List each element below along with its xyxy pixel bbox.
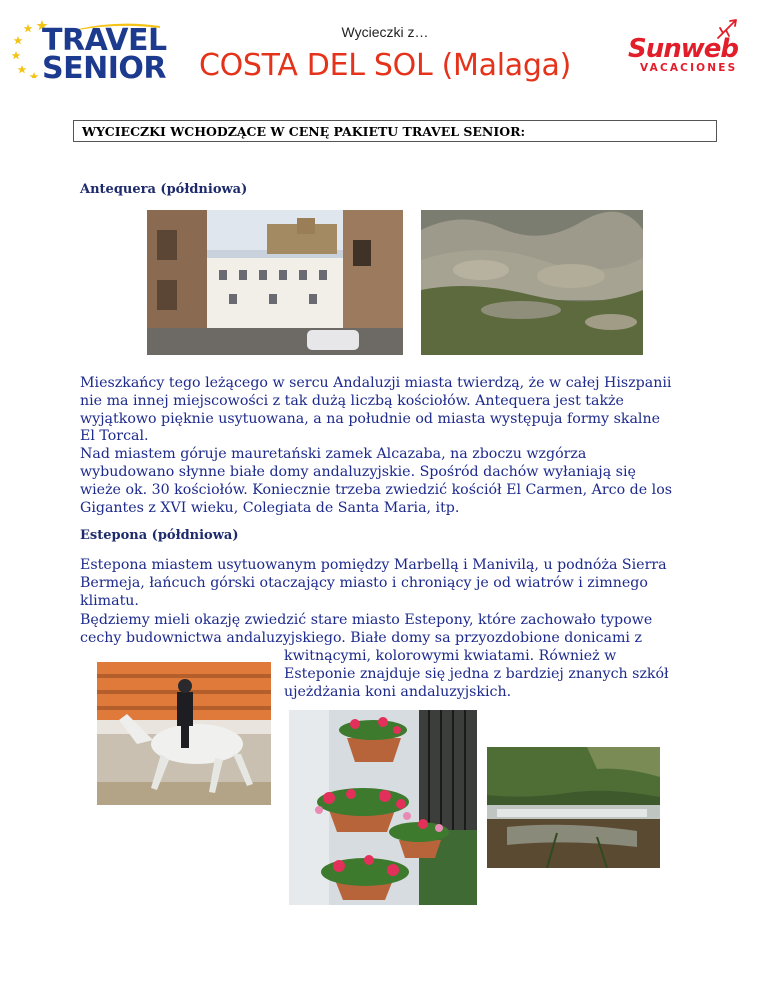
text-line: wyjątkowo pięknie usytuowana, a na południe od miasta występuja formy skalne [80, 410, 660, 427]
horse-dressage-photo [97, 662, 271, 805]
estepona-description-a [80, 557, 667, 610]
antequera-description [80, 375, 672, 517]
estepona-description-b [80, 612, 652, 648]
sunweb-name: Sunweb [628, 34, 739, 64]
trip-heading-estepona: Estepona (półdniowa) [80, 528, 239, 543]
text-line: Mieszkańcy tego leżącego w sercu Andaluzji miasta twierdzą, że w całej Hiszpanii [80, 375, 672, 391]
text-line: cechy budownictwa andaluzyjskiego. Białe domy sa przyozdobione donicami z [80, 629, 642, 646]
text-line: klimatu. [80, 592, 139, 609]
text-line: Bermeja, łańcuch górski otaczający miasto i chroniący je od wiatrów i zimnego [80, 574, 648, 591]
logo-senior-word: SENIOR [42, 51, 166, 86]
trip-heading-antequera: Antequera (półdniowa) [80, 182, 248, 197]
antequera-town-photo [147, 210, 403, 355]
text-line: ujeżdżania koni andaluzyjskich. [284, 683, 512, 700]
text-line: kwitnącymi, kolorowymi kwiatami. Również w [284, 648, 617, 664]
page-title: COSTA DEL SOL (Malaga) [198, 48, 572, 83]
estepona-description-c [284, 648, 669, 701]
sunweb-sub: VACACIONES [640, 62, 738, 74]
river-waterfall-photo [487, 747, 660, 868]
text-line: wybudowano słynne białe domy andaluzyjskie. Spośród dachów wyłaniają się [80, 463, 636, 480]
pre-title: Wycieczki z… [341, 24, 429, 40]
text-line: Będziemy mieli okazję zwiedzić stare miasto Estepony, które zachowało typowe [80, 612, 653, 628]
text-line: Gigantes z XVI wieku, Colegiata de Santa Maria, itp. [80, 499, 460, 516]
text-line: Nad miastem góruje mauretański zamek Alcazaba, na zboczu wzgórza [80, 446, 587, 463]
text-line: nie ma innej miejscowości z tak dużą liczbą kościołów. Antequera jest także [80, 392, 624, 409]
text-line: El Torcal. [80, 428, 149, 445]
text-line: Esteponie znajduje się jedna z bardziej znanych szkół [284, 665, 669, 682]
section-title-box: WYCIECZKI WCHODZĄCE W CENĘ PAKIETU TRAVEL SENIOR: [73, 120, 717, 142]
text-line: wieże ok. 30 kościołów. Koniecznie trzeba zwiedzić kościół El Carmen, Arco de los [80, 481, 673, 498]
logo-travel-word: TRAVEL [42, 23, 167, 58]
flower-pots-wall-photo [289, 710, 477, 905]
sunweb-logo [622, 16, 752, 76]
travel-senior-logo [12, 18, 167, 86]
el-torcal-rocks-photo [421, 210, 643, 355]
text-line: Estepona miastem usytuowanym pomiędzy Marbellą i Manivilą, u podnóża Sierra [80, 557, 667, 573]
